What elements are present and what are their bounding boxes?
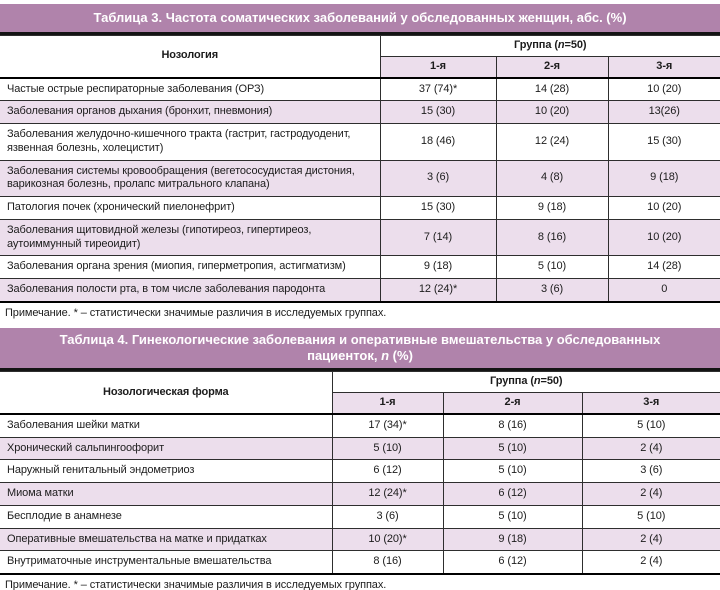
row-value: 8 (16) bbox=[496, 219, 608, 256]
table-row bbox=[0, 78, 720, 101]
row-value: 9 (18) bbox=[380, 256, 496, 279]
row-value: 18 (46) bbox=[380, 124, 496, 161]
table-row bbox=[0, 505, 720, 528]
row-value: 3 (6) bbox=[380, 160, 496, 197]
row-value: 2 (4) bbox=[582, 551, 720, 574]
gynecological-diseases-table-section bbox=[0, 328, 720, 590]
row-value: 10 (20) bbox=[608, 219, 720, 256]
column-header-group-1: 1-я bbox=[332, 393, 443, 414]
somatic-diseases-table bbox=[0, 35, 720, 303]
table-row bbox=[0, 414, 720, 437]
table-row bbox=[0, 160, 720, 197]
row-label: Заболевания желудочно-кишечного тракта (гастрит, гастродуоденит, язвенная болезнь, холецистит) bbox=[0, 124, 380, 161]
row-value: 5 (10) bbox=[496, 256, 608, 279]
row-value: 3 (6) bbox=[332, 505, 443, 528]
group-header-text: Группа ( bbox=[490, 375, 534, 388]
column-header-group-3: 3-я bbox=[608, 56, 720, 77]
column-header-group bbox=[332, 372, 720, 393]
row-value: 15 (30) bbox=[380, 101, 496, 124]
table-row bbox=[0, 528, 720, 551]
somatic-diseases-table-section bbox=[0, 4, 720, 319]
row-label: Частые острые респираторные заболевания (ОРЗ) bbox=[0, 78, 380, 101]
table-row bbox=[0, 460, 720, 483]
column-header-nosology-form: Нозологическая форма bbox=[0, 372, 332, 414]
column-header-nosology: Нозология bbox=[0, 36, 380, 78]
row-label: Наружный генитальный эндометриоз bbox=[0, 460, 332, 483]
row-value: 9 (18) bbox=[443, 528, 582, 551]
row-value: 8 (16) bbox=[443, 414, 582, 437]
row-value: 0 bbox=[608, 279, 720, 302]
row-value: 5 (10) bbox=[582, 505, 720, 528]
row-value: 10 (20) bbox=[608, 197, 720, 220]
table3-title-text: Таблица 3. Частота соматических заболеваний у обследованных женщин, абс. (%) bbox=[93, 9, 627, 25]
table4-title-text: Таблица 4. Гинекологические заболевания и оперативные вмешательства у обследованных пациенток, bbox=[59, 331, 661, 363]
row-value: 9 (18) bbox=[608, 160, 720, 197]
row-label: Заболевания полости рта, в том числе заболевания пародонта bbox=[0, 279, 380, 302]
row-value: 6 (12) bbox=[443, 483, 582, 506]
row-value: 10 (20)* bbox=[332, 528, 443, 551]
column-header-group-2: 2-я bbox=[443, 393, 582, 414]
row-label: Заболевания системы кровообращения (вегетососудистая дистония, варикозная болезнь, пролапс митрального клапана) bbox=[0, 160, 380, 197]
row-value: 12 (24)* bbox=[332, 483, 443, 506]
table4-header bbox=[0, 372, 720, 414]
row-value: 14 (28) bbox=[608, 256, 720, 279]
row-value: 17 (34)* bbox=[332, 414, 443, 437]
row-value: 10 (20) bbox=[496, 101, 608, 124]
row-value: 5 (10) bbox=[443, 505, 582, 528]
row-label: Заболевания органа зрения (миопия, гиперметропия, астигматизм) bbox=[0, 256, 380, 279]
table3-body bbox=[0, 78, 720, 302]
row-value: 6 (12) bbox=[443, 551, 582, 574]
table-row bbox=[0, 551, 720, 574]
table4-title bbox=[0, 328, 720, 372]
row-value: 12 (24) bbox=[496, 124, 608, 161]
row-value: 14 (28) bbox=[496, 78, 608, 101]
table4-title-suffix: (%) bbox=[389, 348, 413, 363]
row-value: 7 (14) bbox=[380, 219, 496, 256]
group-header-italic-n: n bbox=[533, 375, 541, 388]
row-value: 4 (8) bbox=[496, 160, 608, 197]
table-row bbox=[0, 197, 720, 220]
column-header-group-3: 3-я bbox=[582, 393, 720, 414]
row-value: 6 (12) bbox=[332, 460, 443, 483]
row-label: Бесплодие в анамнезе bbox=[0, 505, 332, 528]
row-value: 15 (30) bbox=[608, 124, 720, 161]
row-value: 3 (6) bbox=[582, 460, 720, 483]
group-header-suffix: =50) bbox=[564, 39, 587, 51]
group-header-text: Группа ( bbox=[514, 39, 558, 51]
gynecological-diseases-table bbox=[0, 371, 720, 575]
row-value: 8 (16) bbox=[332, 551, 443, 574]
row-value: 5 (10) bbox=[443, 437, 582, 460]
row-value: 5 (10) bbox=[443, 460, 582, 483]
table4-body bbox=[0, 414, 720, 574]
row-value: 15 (30) bbox=[380, 197, 496, 220]
row-value: 10 (20) bbox=[608, 78, 720, 101]
column-header-group-1: 1-я bbox=[380, 56, 496, 77]
row-label: Заболевания органов дыхания (бронхит, пневмония) bbox=[0, 101, 380, 124]
table3-note: Примечание. * – статистически значимые различия в исследуемых группах. bbox=[5, 306, 387, 319]
row-value: 2 (4) bbox=[582, 437, 720, 460]
table-row bbox=[0, 256, 720, 279]
table3-title bbox=[0, 4, 720, 35]
table3-header bbox=[0, 36, 720, 78]
row-label: Хронический сальпингоофорит bbox=[0, 437, 332, 460]
table-row bbox=[0, 279, 720, 302]
table-row bbox=[0, 483, 720, 506]
row-value: 2 (4) bbox=[582, 483, 720, 506]
table4-title-italic-n: n bbox=[381, 348, 390, 363]
table-row bbox=[0, 437, 720, 460]
row-value: 12 (24)* bbox=[380, 279, 496, 302]
row-value: 13(26) bbox=[608, 101, 720, 124]
table-row bbox=[0, 219, 720, 256]
row-label: Миома матки bbox=[0, 483, 332, 506]
row-value: 9 (18) bbox=[496, 197, 608, 220]
table4-note: Примечание. * – статистически значимые различия в исследуемых группах. bbox=[5, 579, 387, 590]
group-header-suffix: =50) bbox=[540, 375, 563, 388]
row-label: Внутриматочные инструментальные вмешательства bbox=[0, 551, 332, 574]
row-label: Заболевания щитовидной железы (гипотиреоз, гипертиреоз, аутоиммунный тиреоидит) bbox=[0, 219, 380, 256]
row-value: 2 (4) bbox=[582, 528, 720, 551]
row-value: 3 (6) bbox=[496, 279, 608, 302]
row-label: Оперативные вмешательства на матке и придатках bbox=[0, 528, 332, 551]
row-value: 5 (10) bbox=[582, 414, 720, 437]
table-row bbox=[0, 101, 720, 124]
column-header-group-2: 2-я bbox=[496, 56, 608, 77]
column-header-group bbox=[380, 36, 720, 57]
row-label: Патология почек (хронический пиелонефрит) bbox=[0, 197, 380, 220]
row-label: Заболевания шейки матки bbox=[0, 414, 332, 437]
row-value: 37 (74)* bbox=[380, 78, 496, 101]
group-header-italic-n: n bbox=[557, 39, 565, 51]
table-row bbox=[0, 124, 720, 161]
row-value: 5 (10) bbox=[332, 437, 443, 460]
